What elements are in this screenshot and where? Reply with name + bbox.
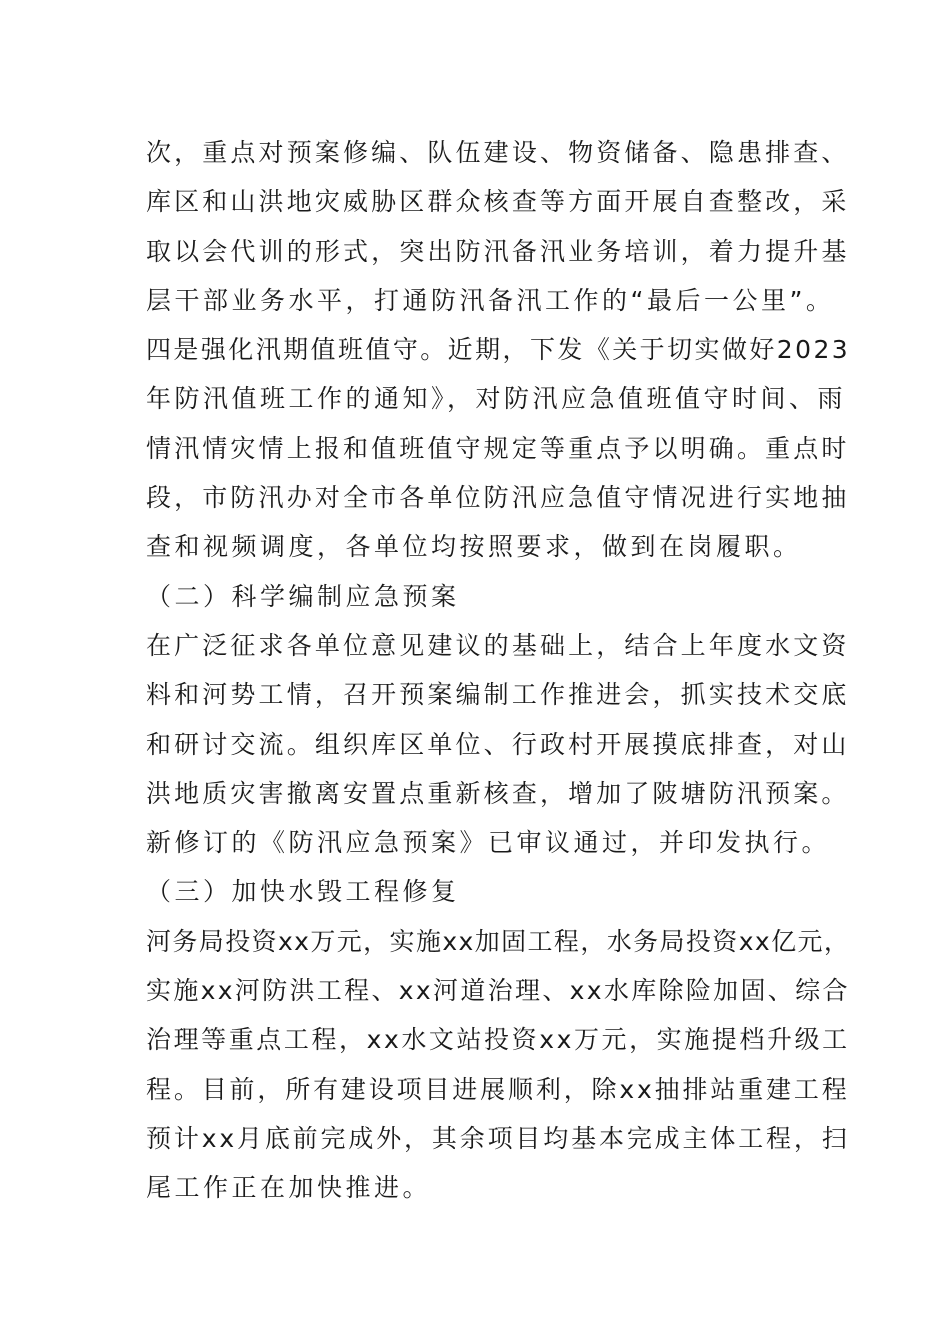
text-line: 在广泛征求各单位意见建议的基础上，结合上年度水文资 bbox=[146, 630, 850, 660]
document-body bbox=[146, 128, 851, 1213]
text-line: 和研讨交流。组织库区单位、行政村开展摸底排查，对山 bbox=[146, 729, 850, 759]
text-line: 四是强化汛期值班值守。近期，下发《关于切实做好2023 bbox=[146, 335, 851, 365]
text-line: 治理等重点工程，xx水文站投资xx万元，实施提档升级工 bbox=[146, 1025, 850, 1055]
text-line: 取以会代训的形式，突出防汛备汛业务培训，着力提升基 bbox=[146, 236, 850, 266]
section-heading-2: （二）科学编制应急预案 bbox=[146, 581, 460, 611]
text-line: 预计xx月底前完成外，其余项目均基本完成主体工程，扫 bbox=[146, 1123, 850, 1153]
text-line: 库区和山洪地灾威胁区群众核查等方面开展自查整改，采 bbox=[146, 187, 850, 217]
text-line: 料和河势工情，召开预案编制工作推进会，抓实技术交底 bbox=[146, 680, 850, 710]
text-line: 次，重点对预案修编、队伍建设、物资储备、隐患排查、 bbox=[146, 138, 850, 167]
text-line: 实施xx河防洪工程、xx河道治理、xx水库除险加固、综合 bbox=[146, 976, 850, 1006]
text-line: 查和视频调度，各单位均按照要求，做到在岗履职。 bbox=[146, 532, 802, 562]
text-line: 程。目前，所有建设项目进展顺利，除xx抽排站重建工程 bbox=[146, 1074, 850, 1104]
text-line: 年防汛值班工作的通知》，对防汛应急值班值守时间、雨 bbox=[146, 384, 847, 414]
text-line: 河务局投资xx万元，实施xx加固工程，水务局投资xx亿元， bbox=[146, 926, 851, 956]
text-line: 层干部业务水平，打通防汛备汛工作的“最后一公里”。 bbox=[146, 285, 835, 315]
text-line: 尾工作正在加快推进。 bbox=[146, 1173, 432, 1203]
text-line: 情汛情灾情上报和值班值守规定等重点予以明确。重点时 bbox=[146, 433, 850, 463]
text-line: 段，市防汛办对全市各单位防汛应急值守情况进行实地抽 bbox=[146, 483, 850, 513]
section-heading-3: （三）加快水毁工程修复 bbox=[146, 877, 460, 907]
text-line: 洪地质灾害撤离安置点重新核查，增加了陂塘防汛预案。 bbox=[146, 778, 850, 808]
text-line: 新修订的《防汛应急预案》已审议通过，并印发执行。 bbox=[146, 828, 831, 858]
